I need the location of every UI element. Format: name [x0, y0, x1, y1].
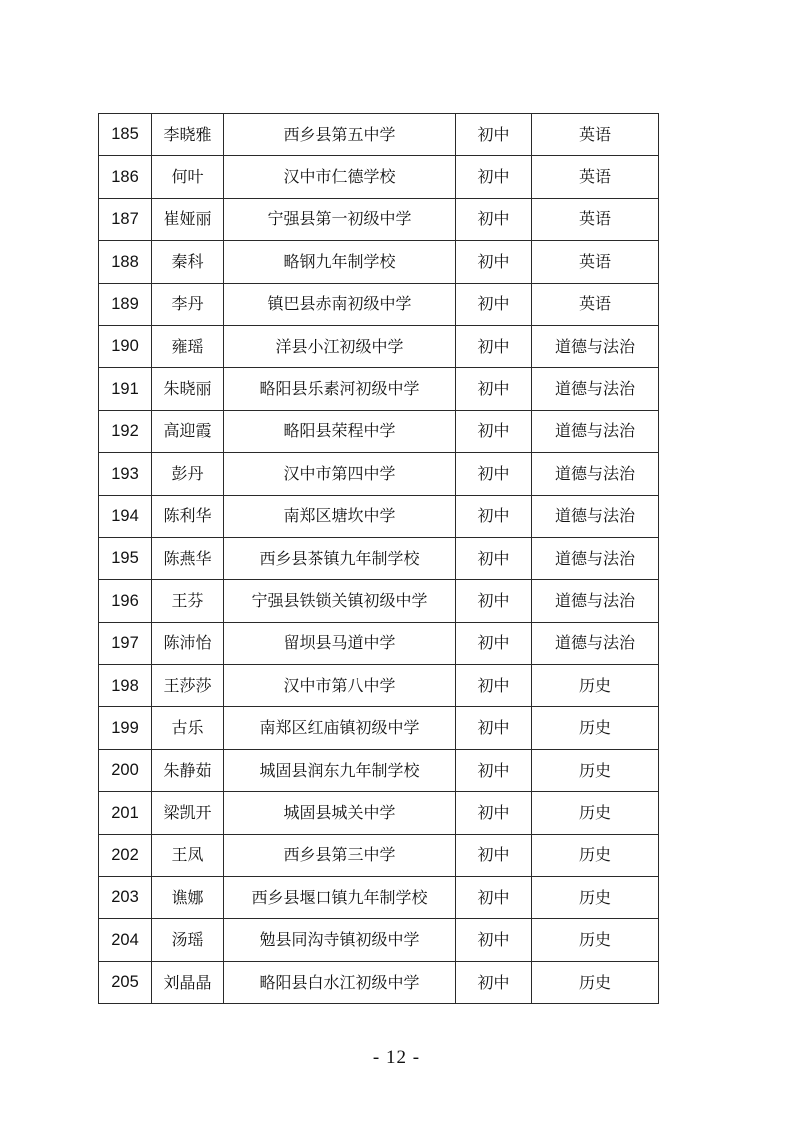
teacher-name-cell: 古乐	[152, 707, 224, 749]
row-number-cell: 195	[99, 537, 152, 579]
teacher-name-cell: 雍瑶	[152, 325, 224, 367]
subject-cell: 英语	[532, 156, 659, 198]
school-name-cell: 勉县同沟寺镇初级中学	[224, 919, 456, 961]
row-number-cell: 185	[99, 114, 152, 156]
subject-cell: 道德与法治	[532, 325, 659, 367]
school-name-cell: 汉中市第四中学	[224, 453, 456, 495]
teacher-name-cell: 崔娅丽	[152, 198, 224, 240]
school-level-cell: 初中	[456, 283, 532, 325]
school-name-cell: 宁强县铁锁关镇初级中学	[224, 580, 456, 622]
school-level-cell: 初中	[456, 707, 532, 749]
teacher-name-cell: 李晓雅	[152, 114, 224, 156]
teacher-name-cell: 王芬	[152, 580, 224, 622]
school-level-cell: 初中	[456, 453, 532, 495]
table-row	[99, 410, 659, 452]
table-row	[99, 495, 659, 537]
subject-cell: 英语	[532, 283, 659, 325]
row-number-cell: 196	[99, 580, 152, 622]
teacher-name-cell: 秦科	[152, 241, 224, 283]
subject-cell: 道德与法治	[532, 580, 659, 622]
table-row	[99, 749, 659, 791]
teacher-name-cell: 王莎莎	[152, 665, 224, 707]
teacher-name-cell: 李丹	[152, 283, 224, 325]
school-name-cell: 南郑区塘坎中学	[224, 495, 456, 537]
row-number-cell: 197	[99, 622, 152, 664]
school-name-cell: 留坝县马道中学	[224, 622, 456, 664]
school-level-cell: 初中	[456, 834, 532, 876]
table-row	[99, 961, 659, 1003]
subject-cell: 历史	[532, 919, 659, 961]
school-level-cell: 初中	[456, 919, 532, 961]
school-level-cell: 初中	[456, 749, 532, 791]
subject-cell: 历史	[532, 792, 659, 834]
subject-cell: 历史	[532, 834, 659, 876]
school-name-cell: 宁强县第一初级中学	[224, 198, 456, 240]
teacher-name-cell: 刘晶晶	[152, 961, 224, 1003]
school-name-cell: 略阳县白水江初级中学	[224, 961, 456, 1003]
table-row	[99, 537, 659, 579]
subject-cell: 历史	[532, 961, 659, 1003]
teacher-name-cell: 何叶	[152, 156, 224, 198]
school-name-cell: 城固县城关中学	[224, 792, 456, 834]
teacher-name-cell: 陈利华	[152, 495, 224, 537]
school-name-cell: 西乡县堰口镇九年制学校	[224, 877, 456, 919]
page-number: - 12 -	[372, 1047, 421, 1068]
row-number-cell: 202	[99, 834, 152, 876]
school-level-cell: 初中	[456, 877, 532, 919]
row-number-cell: 190	[99, 325, 152, 367]
teacher-name-cell: 陈沛怡	[152, 622, 224, 664]
school-name-cell: 汉中市第八中学	[224, 665, 456, 707]
subject-cell: 历史	[532, 877, 659, 919]
row-number-cell: 204	[99, 919, 152, 961]
row-number-cell: 188	[99, 241, 152, 283]
school-name-cell: 西乡县第五中学	[224, 114, 456, 156]
row-number-cell: 205	[99, 961, 152, 1003]
row-number-cell: 193	[99, 453, 152, 495]
subject-cell: 道德与法治	[532, 453, 659, 495]
subject-cell: 道德与法治	[532, 410, 659, 452]
school-name-cell: 南郑区红庙镇初级中学	[224, 707, 456, 749]
roster-table-body	[99, 114, 659, 1004]
table-row	[99, 156, 659, 198]
school-name-cell: 略阳县乐素河初级中学	[224, 368, 456, 410]
school-level-cell: 初中	[456, 580, 532, 622]
school-level-cell: 初中	[456, 198, 532, 240]
school-name-cell: 汉中市仁德学校	[224, 156, 456, 198]
teacher-name-cell: 朱晓丽	[152, 368, 224, 410]
table-row	[99, 114, 659, 156]
row-number-cell: 201	[99, 792, 152, 834]
school-level-cell: 初中	[456, 537, 532, 579]
table-row	[99, 453, 659, 495]
school-level-cell: 初中	[456, 325, 532, 367]
subject-cell: 历史	[532, 707, 659, 749]
row-number-cell: 198	[99, 665, 152, 707]
school-name-cell: 镇巴县赤南初级中学	[224, 283, 456, 325]
subject-cell: 英语	[532, 241, 659, 283]
subject-cell: 道德与法治	[532, 495, 659, 537]
school-level-cell: 初中	[456, 241, 532, 283]
school-name-cell: 西乡县第三中学	[224, 834, 456, 876]
school-name-cell: 西乡县茶镇九年制学校	[224, 537, 456, 579]
school-level-cell: 初中	[456, 665, 532, 707]
row-number-cell: 192	[99, 410, 152, 452]
subject-cell: 道德与法治	[532, 537, 659, 579]
roster-table	[98, 113, 659, 1004]
teacher-name-cell: 王凤	[152, 834, 224, 876]
table-row	[99, 834, 659, 876]
teacher-name-cell: 梁凯开	[152, 792, 224, 834]
school-level-cell: 初中	[456, 961, 532, 1003]
school-name-cell: 洋县小江初级中学	[224, 325, 456, 367]
subject-cell: 英语	[532, 198, 659, 240]
school-level-cell: 初中	[456, 792, 532, 834]
row-number-cell: 194	[99, 495, 152, 537]
table-row	[99, 198, 659, 240]
school-name-cell: 城固县润东九年制学校	[224, 749, 456, 791]
teacher-name-cell: 谯娜	[152, 877, 224, 919]
table-row	[99, 283, 659, 325]
table-row	[99, 241, 659, 283]
school-level-cell: 初中	[456, 368, 532, 410]
row-number-cell: 199	[99, 707, 152, 749]
table-row	[99, 580, 659, 622]
teacher-name-cell: 汤瑶	[152, 919, 224, 961]
subject-cell: 历史	[532, 665, 659, 707]
teacher-name-cell: 高迎霞	[152, 410, 224, 452]
row-number-cell: 187	[99, 198, 152, 240]
school-name-cell: 略阳县荣程中学	[224, 410, 456, 452]
school-name-cell: 略钢九年制学校	[224, 241, 456, 283]
row-number-cell: 189	[99, 283, 152, 325]
teacher-name-cell: 朱静茹	[152, 749, 224, 791]
school-level-cell: 初中	[456, 156, 532, 198]
teacher-name-cell: 彭丹	[152, 453, 224, 495]
table-row	[99, 707, 659, 749]
subject-cell: 历史	[532, 749, 659, 791]
table-row	[99, 368, 659, 410]
row-number-cell: 200	[99, 749, 152, 791]
school-level-cell: 初中	[456, 622, 532, 664]
table-row	[99, 665, 659, 707]
table-row	[99, 325, 659, 367]
table-row	[99, 792, 659, 834]
row-number-cell: 203	[99, 877, 152, 919]
row-number-cell: 186	[99, 156, 152, 198]
table-row	[99, 919, 659, 961]
school-level-cell: 初中	[456, 495, 532, 537]
subject-cell: 英语	[532, 114, 659, 156]
table-row	[99, 622, 659, 664]
teacher-name-cell: 陈燕华	[152, 537, 224, 579]
school-level-cell: 初中	[456, 114, 532, 156]
table-row	[99, 877, 659, 919]
subject-cell: 道德与法治	[532, 368, 659, 410]
subject-cell: 道德与法治	[532, 622, 659, 664]
school-level-cell: 初中	[456, 410, 532, 452]
row-number-cell: 191	[99, 368, 152, 410]
